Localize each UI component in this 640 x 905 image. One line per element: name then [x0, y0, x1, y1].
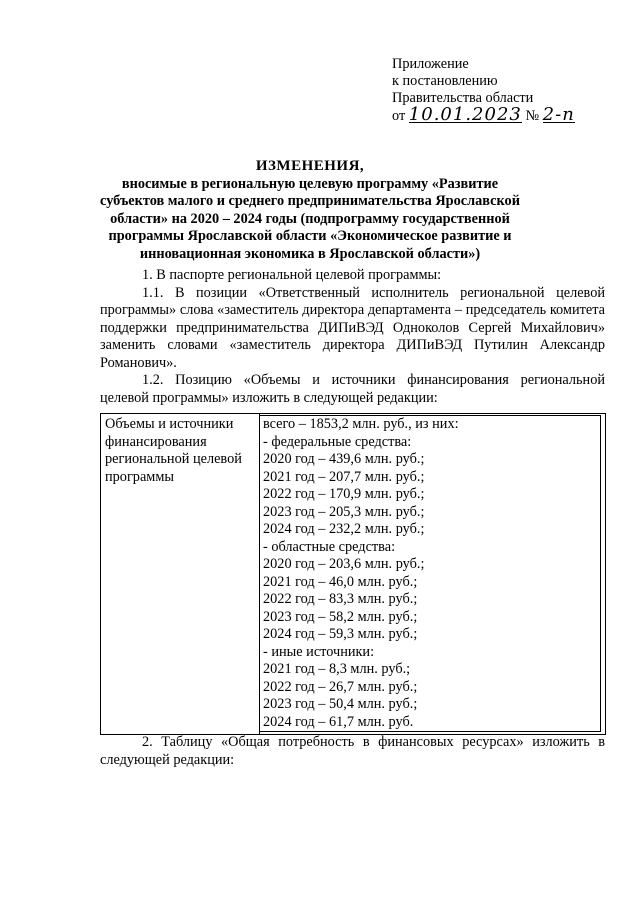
- paragraph-1-2: 1.2. Позицию «Объемы и источники финансирования региональной целевой программы» изложить в следующей редакции:: [100, 372, 605, 406]
- list-item: 2023 год – 205,3 млн. руб.;: [263, 503, 425, 520]
- annex-line-3: Правительства области: [392, 90, 534, 106]
- list-item: 2020 год – 203,6 млн. руб.;: [263, 556, 425, 572]
- body-section-2: [100, 734, 605, 769]
- number-prefix: №: [525, 108, 540, 124]
- list-item: 2021 год – 207,7 млн. руб.;: [263, 468, 425, 485]
- list-item: 2022 год – 26,7 млн. руб.;: [263, 678, 418, 695]
- list-item: 2024 год – 61,7 млн. руб.: [263, 713, 414, 730]
- table-label-cell: Объемы и источники финансирования региональной целевой программы: [101, 414, 260, 735]
- list-item: 2021 год – 8,3 млн. руб.;: [263, 661, 411, 677]
- handwritten-date: 10.01.2023: [408, 104, 522, 125]
- document-title: [100, 158, 520, 263]
- list-item: 2020 год – 439,6 млн. руб.;: [263, 451, 425, 467]
- values-list: [259, 415, 601, 732]
- title-main: ИЗМЕНЕНИЯ,: [255, 158, 365, 174]
- list-item: всего – 1853,2 млн. руб., из них:: [263, 416, 459, 432]
- table-row: [101, 414, 606, 735]
- list-item: 2022 год – 170,9 млн. руб.;: [263, 486, 425, 502]
- list-item: 2023 год – 58,2 млн. руб.;: [263, 608, 418, 625]
- paragraph-1: 1. В паспорте региональной целевой программы:: [142, 267, 442, 283]
- list-item: 2022 год – 83,3 млн. руб.;: [263, 591, 418, 607]
- list-item: 2024 год – 59,3 млн. руб.;: [263, 626, 418, 642]
- list-item: 2024 год – 232,2 млн. руб.;: [263, 521, 425, 537]
- list-item: 2023 год – 50,4 млн. руб.;: [263, 696, 418, 712]
- handwritten-number: 2-п: [542, 104, 575, 125]
- paragraph-1-1: 1.1. В позиции «Ответственный исполнитель региональной целевой программы» слова «заместитель директора департамента – председатель комитета поддержки предпринимательства ДИПиВЭД Одноколов Сергей Михайлович» заменить словами «заместитель директора ДИПиВЭД Путилин Александр Романович».: [100, 284, 605, 371]
- date-prefix: от: [392, 108, 406, 124]
- annex-line-2: к постановлению: [392, 73, 498, 89]
- title-subtitle: вносимые в региональную целевую программу «Развитие субъектов малого и среднего предпринимательства Ярославской области» на 2020 – 2024 годы (подпрограмму государственной программы Ярославской области «Экономическое развитие и инновационная экономика в Ярославской области»): [100, 175, 520, 262]
- annex-date-line: [392, 104, 622, 125]
- list-item: 2021 год – 46,0 млн. руб.;: [263, 573, 418, 590]
- financing-table: [100, 413, 606, 735]
- table-values-cell: [260, 414, 606, 735]
- annex-line-1: Приложение: [392, 56, 469, 72]
- paragraph-2: 2. Таблицу «Общая потребность в финансовых ресурсах» изложить в следующей редакции:: [100, 734, 605, 768]
- body-section-1: [100, 267, 605, 407]
- list-item: - областные средства:: [263, 538, 396, 555]
- annex-block: [392, 56, 622, 125]
- list-item: - иные источники:: [263, 643, 375, 660]
- list-item: - федеральные средства:: [263, 433, 412, 450]
